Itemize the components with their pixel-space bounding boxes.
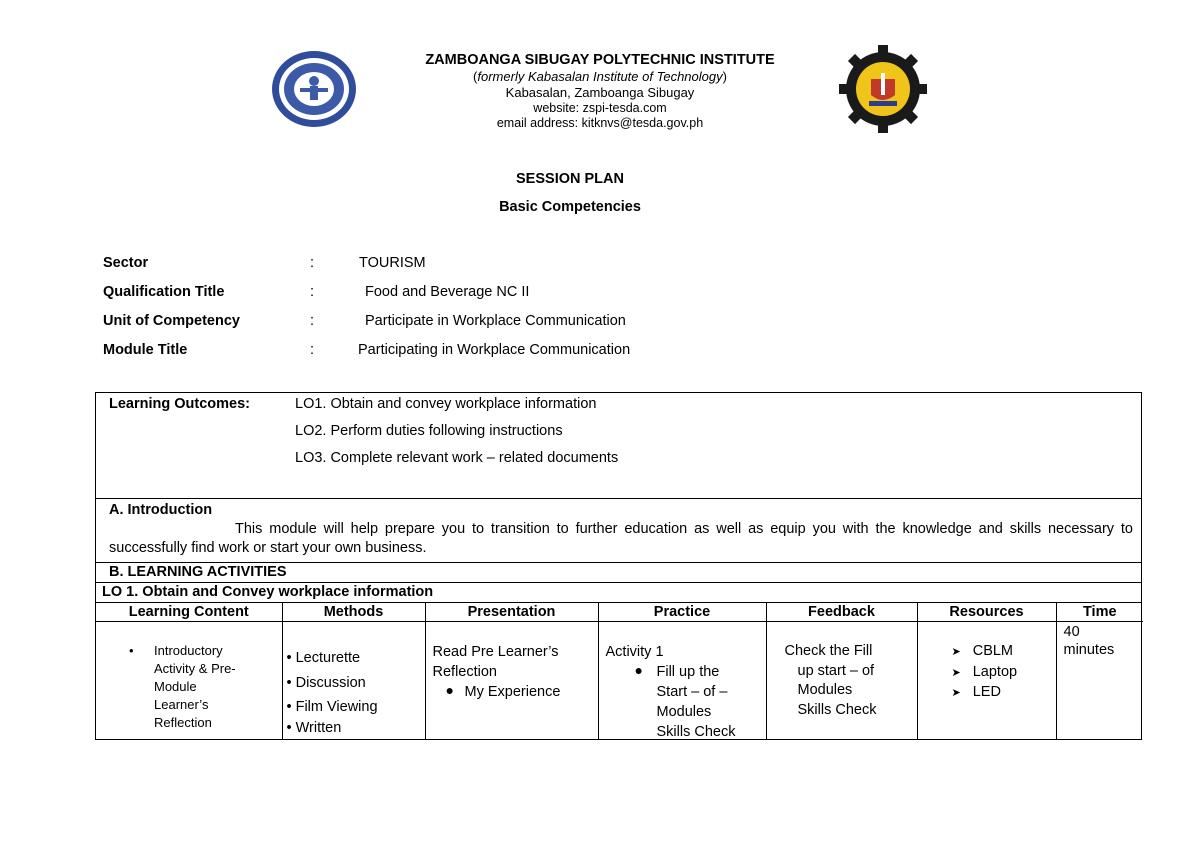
time-text: 40 minutes [1063,624,1115,658]
activities-header-row [96,603,1143,622]
resource-item: ➤ CBLM [951,643,1014,659]
arrow-bullet-icon: ➤ [951,646,961,658]
method-item: • Lecturette [286,650,361,666]
info-sector [103,255,1003,277]
info-value: Participating in Workplace Communication [358,342,631,358]
practice-text: Fill up the Start – of – Modules Skills Check [656,664,736,740]
arrow-bullet-icon: ➤ [951,687,961,699]
lo1-heading: LO 1. Obtain and Convey workplace information [96,583,1141,603]
introduction-section [96,499,1141,563]
former-name: (formerly Kabasalan Institute of Technology) [473,69,727,84]
resources-list [952,642,1018,704]
info-label: Unit of Competency [103,313,240,329]
location: Kabasalan, Zamboanga Sibugay [505,85,695,100]
activity-row [96,622,1143,740]
outcome-item: LO3. Complete relevant work – related documents [295,450,619,466]
bullet-icon: ● [634,662,643,678]
info-label: Sector [103,255,149,271]
feedback-text: Check the Fill up start – of Modules Skills Check [784,643,877,718]
bullet-icon: ● [445,682,454,698]
column-header: Presentation [425,603,598,622]
info-label: Module Title [103,342,188,358]
feedback-cell [766,622,917,740]
presentation-text: Read Pre Learner’s Reflection [432,644,559,680]
info-qualification [103,284,1003,306]
methods-list [287,646,378,737]
method-item: • Written [286,720,342,736]
info-value: Food and Beverage NC II [365,284,530,300]
session-plan-table [95,392,1142,740]
website: website: zspi-tesda.com [533,101,667,115]
institute-name: ZAMBOANGA SIBUGAY POLYTECHNIC INSTITUTE [425,52,775,68]
activities-table [96,603,1143,739]
practice-title: Activity 1 [605,644,664,660]
learning-activities-heading: B. LEARNING ACTIVITIES [96,563,1141,583]
column-header: Time [1056,603,1143,622]
introduction-heading: A. Introduction [109,502,213,518]
column-header: Resources [917,603,1056,622]
column-header: Practice [598,603,766,622]
info-label: Qualification Title [103,284,225,300]
method-item: • Film Viewing [286,699,378,715]
method-item: • Discussion [286,675,366,691]
column-header: Learning Content [96,603,282,622]
resources-cell [917,622,1056,740]
learning-outcomes [96,393,1141,499]
info-value: Participate in Workplace Communication [365,313,626,329]
time-cell [1056,622,1143,740]
bullet-icon: • [129,643,134,658]
introduction-text: This module will help prepare you to transition to further education as well as equip you with the knowledge and skills necessary to successfully find work or start your own business. [109,521,1133,556]
learning-outcomes-label: Learning Outcomes: [109,396,250,412]
resource-item: ➤ Laptop [951,663,1018,680]
practice-cell [598,622,766,740]
info-module [103,342,1003,364]
learning-content-cell [96,622,282,740]
column-header: Methods [282,603,425,622]
info-colon: : [310,313,315,329]
email-address: email address: kitknvs@tesda.gov.ph [496,115,704,130]
resource-item: ➤ LED [951,684,1001,700]
info-colon: : [310,342,315,358]
institution-header [0,52,1200,130]
info-colon: : [310,255,315,271]
info-colon: : [310,284,315,300]
document-subtitle: Basic Competencies [499,199,641,215]
outcome-item: LO1. Obtain and convey workplace information [295,396,597,412]
methods-cell [282,622,425,740]
outcome-item: LO2. Perform duties following instructions [295,423,563,439]
presentation-cell [425,622,598,740]
info-value: TOURISM [359,255,426,271]
presentation-bullet: My Experience [464,684,561,700]
info-unit [103,313,1003,335]
learning-content-text: Introductory Activity & Pre- Module Learner’s Reflection [154,643,236,730]
column-header: Feedback [766,603,917,622]
document-title: SESSION PLAN [516,171,624,187]
arrow-bullet-icon: ➤ [951,666,961,679]
